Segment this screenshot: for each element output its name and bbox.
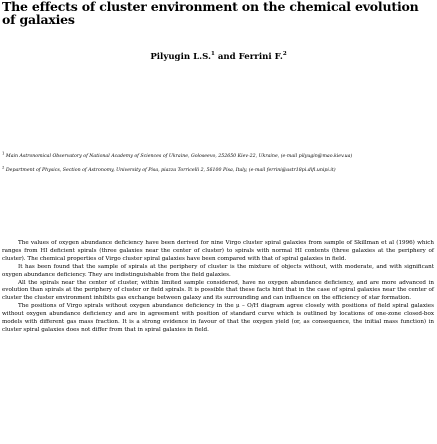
author-line [0, 52, 437, 63]
abstract [2, 240, 434, 335]
abstract-paragraph: It has been found that the sample of spirals at the periphery of cluster is the mixture of objects without, with moderate, and with significant oxygen abundance deficiency. They are indistinguishable from the field galaxies. [2, 263, 434, 278]
abstract-paragraph: The positions of Virgo spirals without oxygen abundance deficiency in the μ – O/H diagram agree closely with positions of field spiral galaxies without oxygen abundance deficiency and are in agreement with position of standard curve which is outlined by locations of one-zone closed-box models with different gas mass fraction. It is a strong evidence in favour of that the oxygen yield (or, as consequence, the initial mass function) in cluster spiral galaxies does not differ from that in spiral galaxies in field. [2, 303, 434, 333]
affiliation-mark: 2 [2, 164, 5, 170]
affiliation-mark: 1 [2, 150, 5, 156]
abstract-paragraph: The values of oxygen abundance deficiency have been derived for nine Virgo cluster spiral galaxies from sample of Skillman et al (1996) which ranges from HI deficient spirals (three galaxies near the center of cluster) to spirals with normal HI contents (three galaxies at the periphery of cluster). The chemical properties of Virgo cluster spiral galaxies have been compared with that of spiral galaxies in field. [2, 240, 434, 262]
author-name: Pilyugin L.S. [150, 52, 212, 62]
affiliation-2 [2, 164, 434, 174]
affiliation-text: Main Astronomical Observatory of National Academy of Sciences of Ukraine, Goloseevo, 252650 Kiev-22, Ukraine, (e-mail pilyugin@mao.kiev.ua) [5, 154, 353, 159]
abstract-paragraph: All the spirals near the center of cluster, within limited sample considered, have no oxygen abundance deficiency, and are more advanced in evolution than spirals at the periphery of cluster or field spirals. It is possible that these facts hint that in the case of spiral galaxies near the center of cluster the cluster environment inhibits gas exchange between galaxy and its surrounding and can influence on the efficiency of star formation. [2, 279, 434, 302]
affiliation-1 [2, 150, 434, 160]
affiliation-text: Department of Physics, Section of Astronomy, University of Pisa, piazza Torricelli 2, 56100 Pisa, Italy, (e-mail ferrini@astr18pi.difi.unipi.it) [5, 168, 336, 173]
author-affiliation-mark: 1 [211, 51, 215, 58]
paper-title: The effects of cluster environment on the chemical evolution of galaxies [2, 0, 419, 27]
author-affiliation-mark: 2 [282, 51, 287, 58]
author-name: Ferrini F. [238, 52, 283, 62]
author-conjunction: and [217, 52, 236, 62]
